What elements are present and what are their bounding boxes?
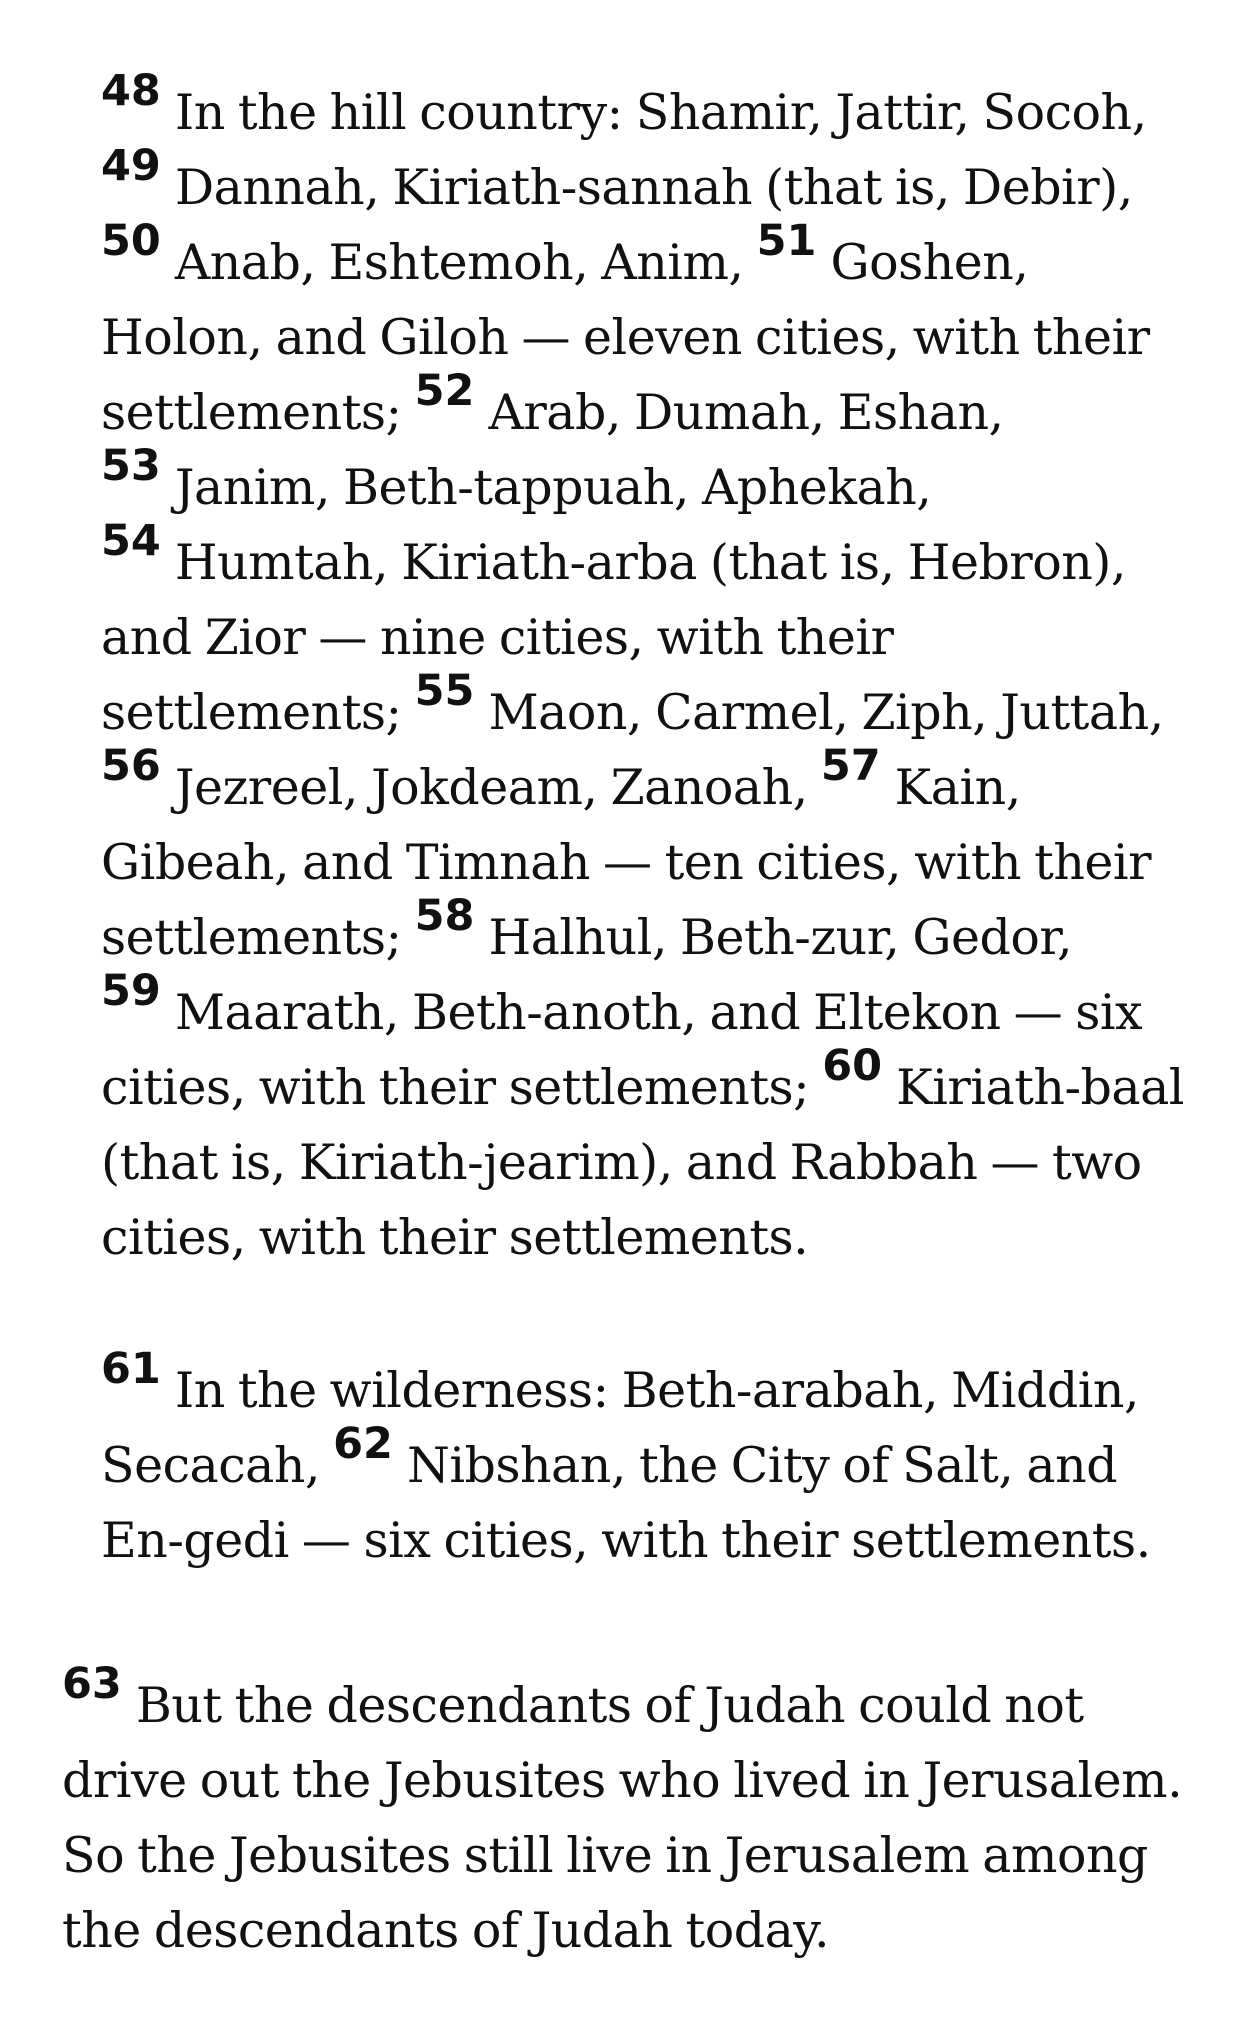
verse-number: 63 (62, 1659, 122, 1710)
verse-50 (101, 216, 757, 291)
verse-text: Kain, Gibeah, and Timnah — ten cities, with their settlements; (101, 759, 1151, 966)
verse-text: Nibshan, the City of Salt, and En-gedi — six cities, with their settlements. (101, 1437, 1151, 1569)
verse-48 (101, 66, 1147, 141)
verse-49 (101, 141, 1133, 216)
verse-text: Jezreel, Jokdeam, Zanoah, (174, 759, 821, 816)
verse-number: 59 (101, 966, 161, 1017)
verse-number: 50 (101, 216, 161, 267)
verse-text: Goshen, Holon, and Giloh — eleven cities, with their settlements; (101, 234, 1150, 441)
verse-text: Anab, Eshtemoh, Anim, (174, 234, 757, 291)
verse-text: Janim, Beth-tappuah, Aphekah, (174, 459, 932, 516)
paragraph-hill-country (0, 66, 1242, 1275)
verse-number: 54 (101, 516, 161, 567)
verse-text: Kiriath-baal (that is, Kiriath-jearim), and Rabbah — two cities, with their settlements. (101, 1059, 1184, 1266)
verse-text: In the wilderness: Beth-arabah, Middin, Secacah, (101, 1362, 1139, 1494)
paragraph-jebusites (0, 1659, 1242, 1968)
verse-text: In the hill country: Shamir, Jattir, Socoh, (174, 84, 1147, 141)
verse-text: Humtah, Kiriath-arba (that is, Hebron), and Zior — nine cities, with their settlements; (101, 534, 1126, 741)
verse-52 (414, 366, 1004, 441)
verse-number: 56 (101, 741, 161, 792)
verse-56 (101, 741, 821, 816)
verse-58 (414, 891, 1073, 966)
verse-text: Maon, Carmel, Ziph, Juttah, (488, 684, 1164, 741)
verse-number: 62 (333, 1419, 393, 1470)
verse-number: 49 (101, 141, 161, 192)
verse-63 (62, 1659, 1183, 1959)
verse-text: Halhul, Beth-zur, Gedor, (488, 909, 1073, 966)
verse-text: Arab, Dumah, Eshan, (488, 384, 1004, 441)
paragraph-wilderness (0, 1344, 1242, 1578)
verse-text: Maarath, Beth-anoth, and Eltekon — six cities, with their settlements; (101, 984, 1143, 1116)
verse-text: But the descendants of Judah could not drive out the Jebusites who lived in Jerusalem. So the Jebusites still live in Jerusalem among the descendants of Judah today. (62, 1677, 1183, 1959)
verse-number: 52 (414, 366, 475, 417)
verse-text: Dannah, Kiriath-sannah (that is, Debir), (174, 159, 1133, 216)
verse-number: 53 (101, 441, 161, 492)
verse-number: 58 (414, 891, 475, 942)
verse-number: 55 (414, 666, 475, 717)
verse-number: 51 (756, 216, 817, 267)
verse-number: 60 (822, 1041, 883, 1092)
verse-number: 57 (820, 741, 881, 792)
verse-number: 48 (101, 66, 161, 117)
verse-55 (414, 666, 1164, 741)
verse-53 (101, 441, 932, 516)
verse-number: 61 (101, 1344, 161, 1395)
